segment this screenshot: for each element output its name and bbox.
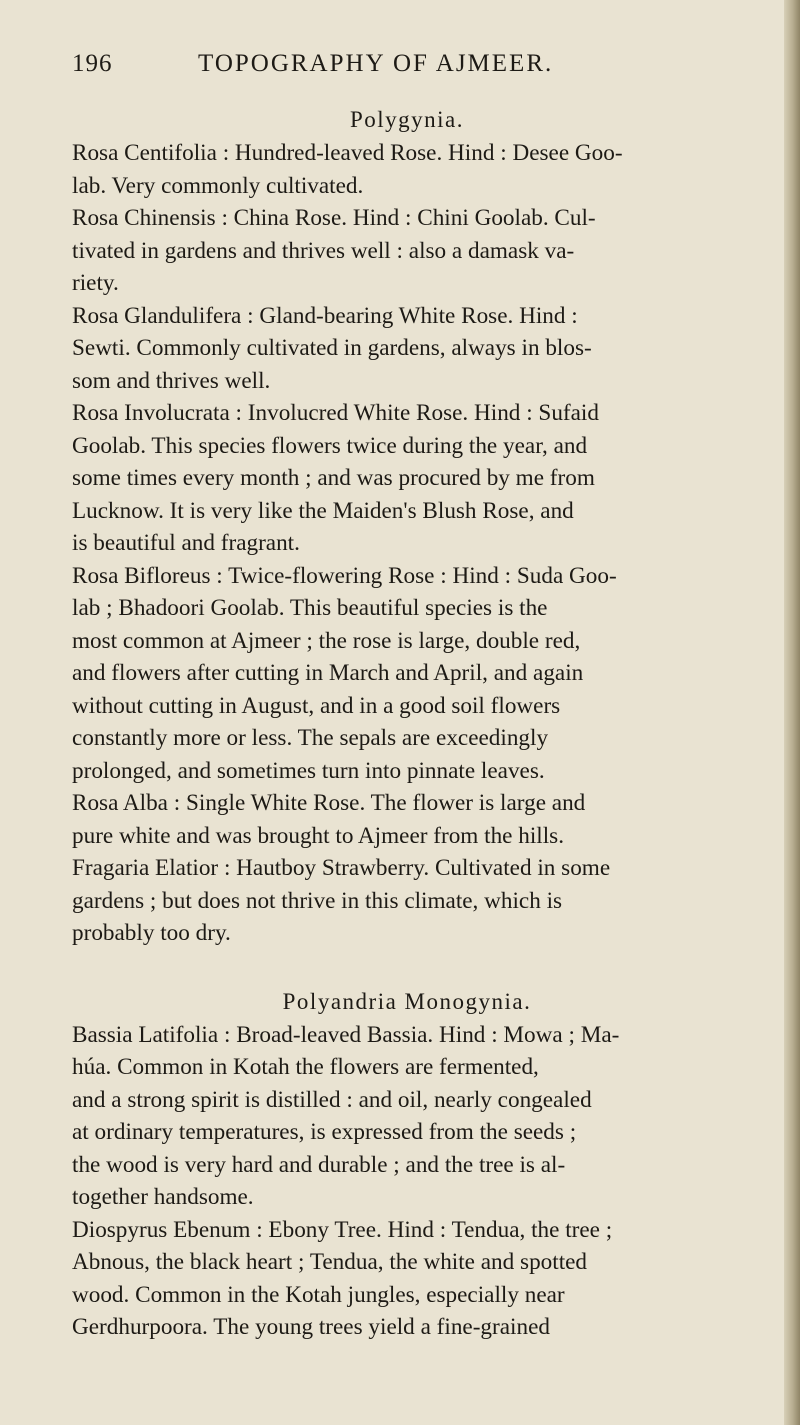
entry-line: gardens ; but does not thrive in this climate, which is — [72, 887, 563, 914]
page-header — [72, 50, 722, 90]
entry-line: som and thrives well. — [72, 367, 271, 394]
entry-line: wood. Common in the Kotah jungles, especially near — [72, 1281, 565, 1308]
entry-rosa-centifolia — [72, 137, 742, 202]
entry-fragaria-elatior — [72, 852, 742, 950]
entry-rosa-chinensis — [72, 202, 742, 300]
entry-line: Bassia Latifolia : Broad-leaved Bassia. Hind : Mowa ; Ma- — [72, 1021, 620, 1048]
entry-line: Rosa Centifolia : Hundred-leaved Rose. Hind : Desee Goo- — [72, 140, 623, 166]
entry-line: most common at Ajmeer ; the rose is large, double red, — [72, 627, 581, 654]
entry-rosa-glandulifera — [72, 300, 742, 398]
entry-line: Sewti. Commonly cultivated in gardens, always in blos- — [72, 335, 592, 361]
entry-line: Fragaria Elatior : Hautboy Strawberry. Cultivated in some — [72, 855, 611, 881]
entry-rosa-bifloreus — [72, 560, 742, 788]
entry-line: Rosa Bifloreus : Twice-flowering Rose : Hind : Suda Goo- — [72, 562, 617, 589]
entry-line: pure white and was brought to Ajmeer from the hills. — [72, 822, 564, 849]
page-body — [72, 103, 742, 1344]
section-polygynia — [72, 103, 742, 950]
entry-rosa-involucrata — [72, 397, 742, 560]
entry-line: Lucknow. It is very like the Maiden's Blush Rose, and — [72, 497, 574, 524]
entry-line: and a strong spirit is distilled : and oil, nearly congealed — [72, 1086, 592, 1113]
entry-rosa-alba — [72, 787, 742, 852]
section-heading: Polygynia. — [349, 107, 465, 132]
entry-line: and flowers after cutting in March and April, and again — [72, 660, 584, 686]
section-heading: Polyandria Monogynia. — [282, 988, 532, 1014]
entry-line: Rosa Glandulifera : Gland-bearing White Rose. Hind : — [72, 302, 578, 329]
entry-line: prolonged, and sometimes turn into pinnate leaves. — [72, 757, 545, 784]
entry-line: some times every month ; and was procured by me from — [72, 465, 595, 491]
entry-line: Rosa Involucrata : Involucred White Rose. Hind : Sufaid — [72, 400, 599, 426]
entry-line: lab ; Bhadoori Goolab. This beautiful species is the — [72, 595, 548, 621]
entry-line: Abnous, the black heart ; Tendua, the white and spotted — [72, 1249, 588, 1275]
entry-line: Diospyrus Ebenum : Ebony Tree. Hind : Tendua, the tree ; — [72, 1216, 613, 1243]
entry-line: Goolab. This species flowers twice during the year, and — [72, 432, 588, 459]
entry-line: without cutting in August, and in a good soil flowers — [72, 692, 561, 719]
entry-line: at ordinary temperatures, is expressed from the seeds ; — [72, 1119, 577, 1145]
entry-line: Gerdhurpoora. The young trees yield a fine-grained — [72, 1314, 550, 1340]
page-number: 196 — [72, 50, 113, 77]
entry-line: tivated in gardens and thrives well : also a damask va- — [72, 237, 575, 264]
entry-line: húa. Common in Kotah the flowers are fermented, — [72, 1054, 539, 1080]
entry-bassia-latifolia — [72, 1019, 742, 1214]
entry-line: constantly more or less. The sepals are exceedingly — [72, 725, 549, 751]
entry-line: Rosa Alba : Single White Rose. The flower is large and — [72, 790, 586, 816]
entry-line: probably too dry. — [72, 920, 231, 946]
entry-diospyrus-ebenum — [72, 1214, 742, 1344]
running-title: TOPOGRAPHY OF AJMEER. — [198, 50, 554, 77]
entry-line: Rosa Chinensis : China Rose. Hind : Chini Goolab. Cul- — [72, 205, 596, 231]
entry-line: is beautiful and fragrant. — [72, 530, 300, 556]
page-edge-shadow — [784, 0, 800, 1425]
entry-list — [72, 1019, 742, 1344]
entry-line: the wood is very hard and durable ; and the tree is al- — [72, 1151, 566, 1178]
entry-list — [72, 137, 742, 950]
entry-line: riety. — [72, 270, 119, 296]
entry-line: lab. Very commonly cultivated. — [72, 172, 364, 199]
section-polyandria-monogynia — [72, 985, 742, 1344]
entry-line: together handsome. — [72, 1184, 254, 1210]
